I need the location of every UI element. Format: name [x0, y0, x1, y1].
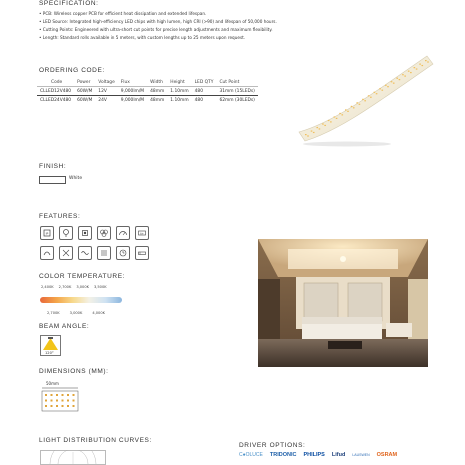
led-chip [319, 128, 321, 129]
brand-logo-osram: OSRAM [376, 452, 398, 458]
finish-label: White [69, 176, 83, 181]
led-chip [45, 394, 47, 396]
ordering-table [37, 78, 258, 104]
led-chip [328, 120, 330, 121]
led-chip [56, 400, 58, 402]
features-grid [40, 226, 180, 260]
cell-code: CLLED12V480 [37, 87, 74, 96]
led-chip [387, 86, 389, 87]
led-chip [311, 130, 313, 131]
cell-flux: 9,000lm/M [120, 97, 145, 103]
led-chip [330, 121, 332, 122]
finish-title: FINISH: [39, 163, 67, 170]
cri-icon [135, 226, 149, 240]
table-row [37, 96, 258, 105]
led-chip [305, 134, 307, 135]
led-chip [62, 405, 64, 407]
led-chip [67, 400, 69, 402]
led-chip [414, 67, 416, 68]
dimension-width-label: 50mm [46, 381, 59, 386]
beam-angle-value: 120° [45, 351, 54, 355]
led-chip [402, 74, 404, 75]
heat-icon [97, 246, 111, 260]
ct-label: 3,000K [76, 285, 89, 289]
color-temperature-bar [40, 297, 122, 303]
led-chip-icon [78, 226, 92, 240]
cell-power: 60W/M [74, 87, 95, 96]
dimension-drawing [40, 387, 80, 412]
led-chip [396, 78, 398, 79]
led-chip [419, 64, 421, 65]
cell-height: 1.10mm [167, 87, 191, 96]
led-chip [334, 116, 336, 117]
led-chip [399, 79, 401, 80]
rgb-icon [97, 226, 111, 240]
features-title: FEATURES: [39, 213, 81, 220]
led-chip [376, 93, 378, 94]
led-chip [45, 400, 47, 402]
led-chip [364, 100, 366, 101]
led-chip [374, 92, 376, 93]
room-interior-photo [258, 239, 428, 367]
col-cut-point: Cut Point [216, 78, 257, 87]
dimensions-title: DIMENSIONS (MM): [39, 368, 109, 375]
led-chip [410, 72, 412, 73]
ordering-code-title: ORDERING CODE: [39, 67, 105, 74]
led-chip [62, 400, 64, 402]
bend-icon [40, 246, 54, 260]
specification-list [39, 10, 277, 42]
connector-icon [135, 246, 149, 260]
cell-led-qty: 480 [192, 87, 217, 96]
finish-swatch [39, 176, 66, 184]
light-distribution-title: LIGHT DISTRIBUTION CURVES: [39, 437, 152, 444]
led-chip [351, 106, 353, 107]
led-chip [425, 60, 427, 61]
led-chip [56, 394, 58, 396]
ct-label: 2,700K [58, 285, 72, 289]
led-chip [385, 85, 387, 86]
ordering-header-row [37, 78, 258, 87]
cell-height: 1.10mm [170, 97, 189, 103]
led-chip [416, 68, 418, 69]
led-chip [73, 400, 75, 402]
led-chip [404, 75, 406, 76]
led-chip [341, 114, 343, 115]
led-chip [347, 111, 349, 112]
col-voltage: Voltage [95, 78, 117, 87]
spec-pcb: • PCB: Wireless copper PCB for efficient heat dissipation and extended lifespan. [39, 11, 207, 16]
led-chip [51, 394, 53, 396]
driver-logos [239, 452, 397, 458]
brand-logo-philips: PHILIPS [303, 452, 325, 458]
col-led-qty: LED QTY [192, 78, 217, 87]
cell-code: CLLED24V480 [40, 97, 72, 103]
cell-voltage: 24V [98, 97, 107, 103]
light-distribution-chart [40, 450, 106, 465]
table-row [37, 87, 258, 96]
col-width: Width [147, 78, 167, 87]
led-chip [45, 405, 47, 407]
col-height: Height [167, 78, 191, 87]
cut-icon [59, 246, 73, 260]
led-chip [368, 95, 370, 96]
led-chip [345, 109, 347, 110]
ip20-icon [40, 226, 54, 240]
cell-cut-point: 62mm (30LEDs) [219, 97, 255, 103]
spec-led-source: • LED Source: Integrated high-efficiency LED chips with high lumen, high CRI (>90) and lifespan of 50,000 hours. [39, 19, 277, 24]
brand-logo-lifud: Lifud [331, 452, 346, 458]
col-code: Code [37, 78, 74, 87]
cell-flux: 9,000lm/M [118, 87, 147, 96]
led-chip [336, 118, 338, 119]
led-chip [313, 132, 315, 133]
dimmable-icon [116, 226, 130, 240]
lifespan-icon [116, 246, 130, 260]
driver-options-title: DRIVER OPTIONS: [239, 442, 306, 449]
cell-voltage: 12V [95, 87, 117, 96]
led-chip [324, 125, 326, 126]
led-chip [427, 61, 429, 62]
led-chip [56, 405, 58, 407]
led-chip [73, 405, 75, 407]
led-chip [51, 405, 53, 407]
color-temp-top-labels [41, 285, 107, 289]
ct-label: 2,400K [41, 285, 54, 289]
led-chip [381, 90, 383, 91]
led-chip [67, 405, 69, 407]
brand-logo-tridonic: TRIDONIC [269, 452, 297, 458]
led-chip [62, 394, 64, 396]
led-chip [362, 99, 364, 100]
spec-cutting-points: • Cutting Points: Engineered with ultra-short cut points for precise length adjustments and maximum flexibility. [39, 27, 273, 32]
led-chip [359, 104, 361, 105]
beam-angle-title: BEAM ANGLE: [39, 323, 90, 330]
led-chip [391, 81, 393, 82]
cell-power: 60W/M [77, 97, 93, 103]
cell-width: 48mm [150, 97, 165, 103]
cell-cut-point: 31mm (15LEDs) [216, 87, 257, 96]
led-chip [73, 394, 75, 396]
led-chip [421, 65, 423, 66]
led-chip [67, 394, 69, 396]
led-chip [408, 71, 410, 72]
led-chip [353, 107, 355, 108]
flexible-icon [78, 246, 92, 260]
led-chip [307, 135, 309, 136]
col-power: Power [74, 78, 95, 87]
cell-led-qty: 480 [194, 97, 203, 103]
led-chip [339, 113, 341, 114]
specification-title: SPECIFICATION: [39, 0, 99, 7]
led-chip [322, 123, 324, 124]
ct-label: 4,000K [92, 311, 105, 315]
color-temperature-title: COLOR TEMPERATURE: [39, 273, 126, 280]
brand-logo-cooluce: C●OLUCE [239, 452, 263, 458]
led-chip [51, 400, 53, 402]
spec-length: • Length: Standard rolls available in 5 meters, with custom lengths up to 25 meters upon request. [39, 35, 246, 40]
ct-label: 2,700K [47, 311, 60, 315]
ct-label: 3,000K [69, 311, 83, 315]
svg-text:IP: IP [45, 231, 49, 236]
led-chip [356, 102, 358, 103]
color-temp-bottom-labels [47, 311, 107, 315]
lumen-icon [59, 226, 73, 240]
ct-label: 3,500K [93, 285, 107, 289]
led-chip [379, 88, 381, 89]
col-flux: Flux [118, 78, 147, 87]
svg-text:A+: A+ [140, 232, 144, 236]
led-chip [393, 83, 395, 84]
led-strip-image [295, 52, 435, 152]
brand-logo-lauswen: LAUSWEN [352, 453, 370, 457]
cell-width: 48mm [147, 87, 167, 96]
led-chip [370, 97, 372, 98]
led-chip [316, 127, 318, 128]
